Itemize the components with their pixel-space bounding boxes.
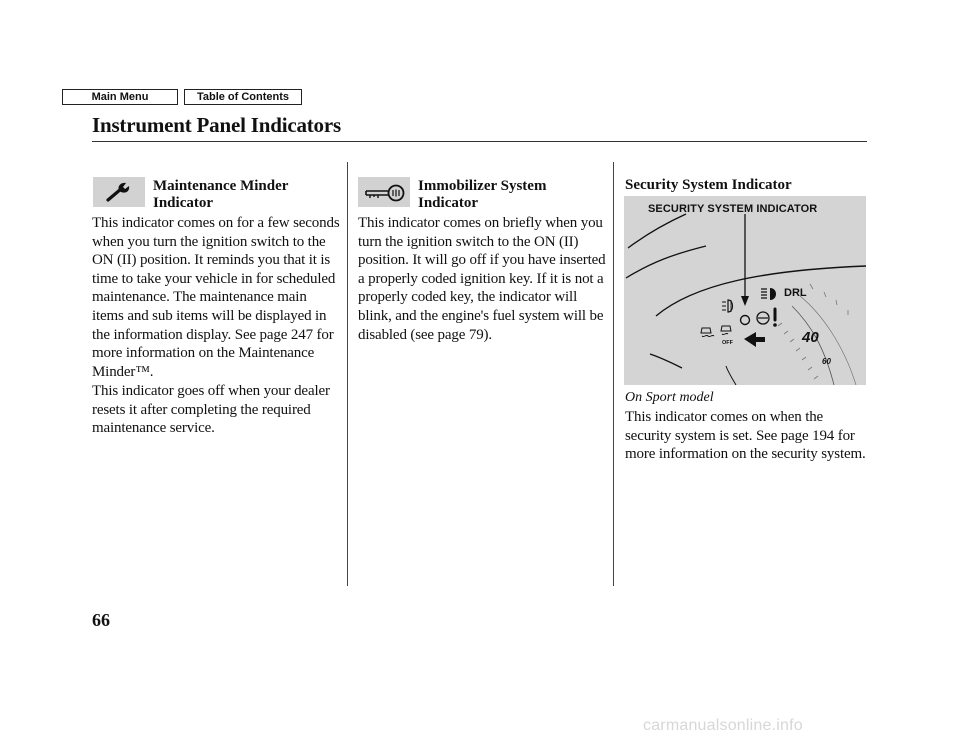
vsa-off-icon xyxy=(721,326,734,346)
immobilizer-indicator-icon-box xyxy=(358,177,410,207)
maintenance-indicator-icon-box xyxy=(93,177,145,207)
column-divider xyxy=(613,162,614,586)
drl-label: DRL xyxy=(784,287,807,299)
diagram-caption: On Sport model xyxy=(625,390,714,405)
fog-lamp-icon xyxy=(722,300,733,312)
speed-40-label: 40 xyxy=(802,329,819,346)
title-divider xyxy=(92,141,867,142)
high-beam-icon xyxy=(761,288,776,300)
immobilizer-heading: Immobilizer System Indicator xyxy=(418,178,547,211)
maintenance-paragraph: This indicator goes off when your dealer resets it after completing the required maintenance service. xyxy=(92,383,330,437)
page-title: Instrument Panel Indicators xyxy=(92,113,341,137)
column-divider xyxy=(347,162,348,586)
diagram-callout-label: SECURITY SYSTEM INDICATOR xyxy=(648,203,818,215)
main-menu-button[interactable]: Main Menu xyxy=(62,89,178,105)
key-icon xyxy=(363,181,405,203)
vsa-icon xyxy=(701,328,714,337)
site-watermark: carmanualsonline.info xyxy=(643,717,803,734)
page-number: 66 xyxy=(92,610,110,630)
security-paragraph: This indicator comes on when the security system is set. See page 194 for more information on the security system. xyxy=(625,409,866,463)
security-indicator-diagram xyxy=(624,196,866,385)
instrument-cluster-illustration xyxy=(624,196,866,385)
maintenance-minder-heading: Maintenance Minder Indicator xyxy=(153,178,289,211)
svg-text:OFF: OFF xyxy=(722,340,733,346)
security-system-heading: Security System Indicator xyxy=(625,177,792,193)
security-indicator-lamp-icon xyxy=(741,316,750,325)
wrench-icon xyxy=(104,181,134,203)
maintenance-paragraph: This indicator comes on for a few seconds when you turn the ignition switch to the ON (II) position. It reminds you that it is time to take your vehicle in for scheduled maintenance. The maintenance main items and sub items will be displayed in the information display. See page 247 for more information on the Maintenance Minder™. xyxy=(92,215,340,380)
speed-60-label: 60 xyxy=(822,357,831,366)
steering-warning-icon xyxy=(757,309,777,327)
table-of-contents-button[interactable]: Table of Contents xyxy=(184,89,302,105)
turn-signal-arrow-icon xyxy=(744,332,765,347)
immobilizer-paragraph: This indicator comes on briefly when you turn the ignition switch to the ON (II) position. It will go off if you have inserted a properly coded ignition key. If it is not a properly coded key, the indicator will blink, and the engine's fuel system will be disabled (see page 79). xyxy=(358,215,606,343)
